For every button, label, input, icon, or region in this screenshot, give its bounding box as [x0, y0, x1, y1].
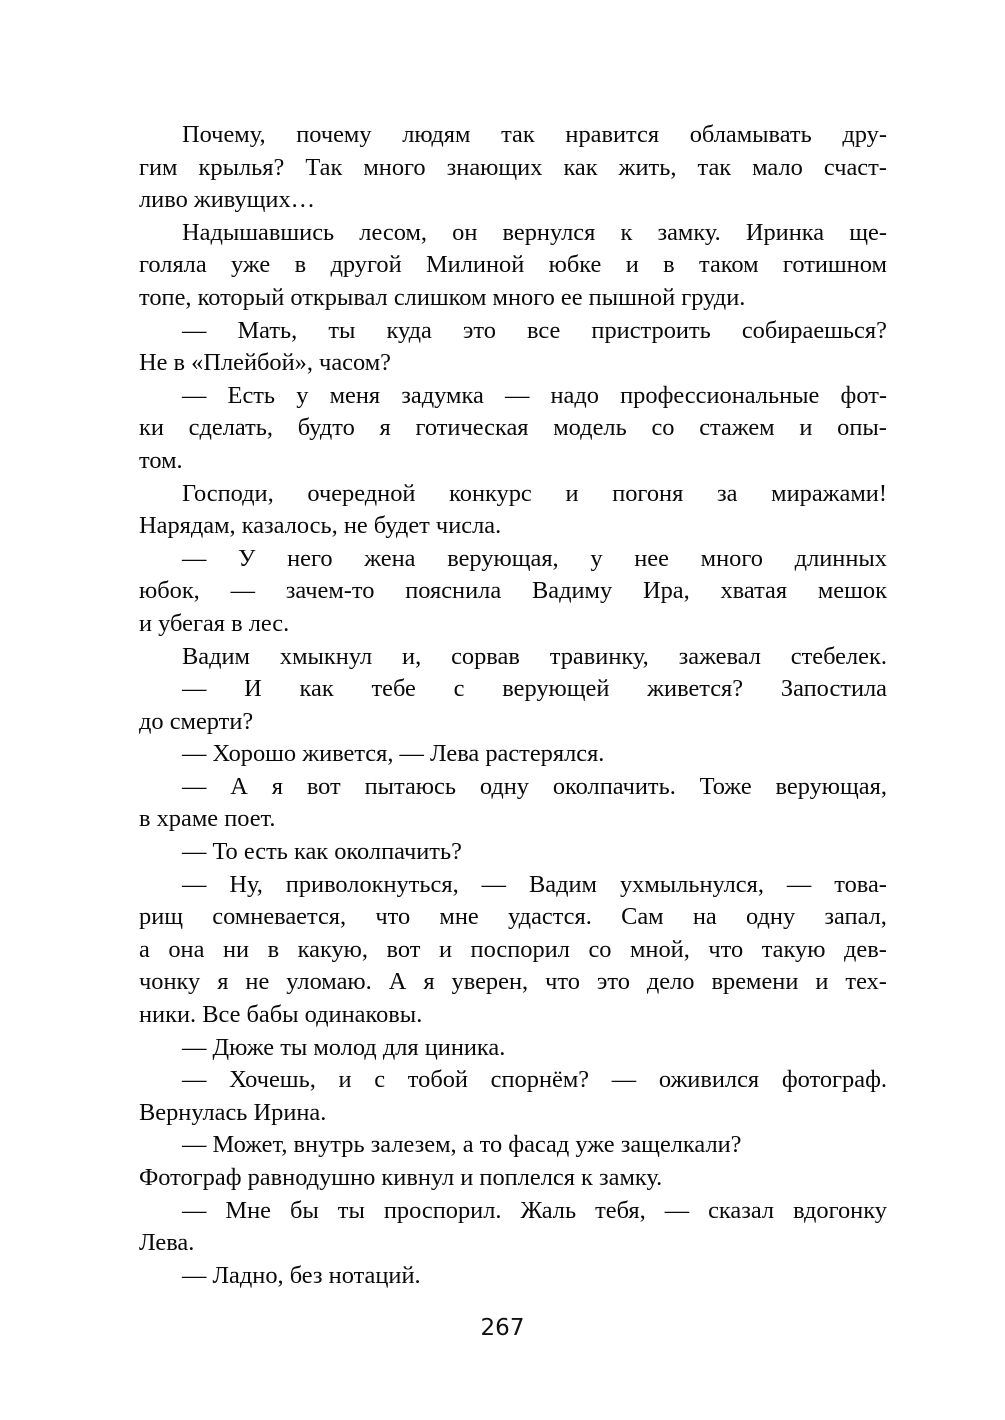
text-word: него: [287, 544, 333, 572]
text-line: [139, 380, 887, 413]
text-word: счаст-: [823, 153, 887, 181]
text-word: у: [590, 544, 603, 572]
text-word: опы-: [837, 414, 887, 442]
text-word: фотограф.: [781, 1066, 887, 1094]
text-word: ще-: [849, 218, 887, 246]
text-word: Милиной: [426, 251, 525, 279]
text-line: [139, 1064, 887, 1097]
text-word: я: [379, 414, 391, 442]
text-word: —: [786, 870, 812, 898]
text-word: куда: [386, 316, 432, 344]
text-word: в: [663, 251, 675, 279]
text-word: много: [700, 544, 763, 572]
text-word: одну: [746, 903, 796, 931]
text-word: очередной: [307, 479, 416, 507]
text-word: модель: [553, 414, 627, 442]
text-word: —: [182, 870, 207, 898]
text-word: таком: [699, 251, 759, 279]
text-line: Фотограф равнодушно кивнул и поплелся к замку.: [139, 1164, 663, 1191]
text-word: что: [375, 903, 411, 931]
text-word: знающих: [446, 153, 543, 181]
text-word: мало: [752, 153, 803, 181]
text-line: Лева.: [139, 1229, 195, 1257]
text-word: голяла: [139, 251, 207, 279]
text-word: —: [230, 577, 255, 605]
text-line: — Ладно, без нотаций.: [182, 1261, 421, 1289]
text-word: как: [563, 153, 598, 181]
text-line: [139, 478, 887, 511]
text-line: Нарядам, казалось, не будет числа.: [139, 512, 502, 540]
page-number: 267: [480, 1315, 525, 1341]
text-word: стажем: [699, 414, 775, 442]
text-line: [139, 119, 887, 152]
text-line: [139, 641, 887, 674]
text-word: Тоже: [699, 772, 752, 800]
text-line: до смерти?: [139, 707, 254, 735]
text-word: —: [664, 1196, 690, 1224]
text-word: проспорил.: [383, 1196, 502, 1224]
text-word: вернулся: [502, 218, 596, 246]
text-word: у: [296, 381, 309, 409]
text-word: стебелек.: [790, 642, 887, 670]
text-word: сделать,: [188, 414, 273, 442]
text-word: вот: [386, 935, 421, 963]
text-word: в: [294, 251, 307, 279]
text-line: — Дюже ты молод для циника.: [182, 1033, 506, 1061]
text-word: —: [611, 1066, 637, 1094]
text-word: юбок,: [139, 577, 200, 605]
text-line: [139, 771, 887, 804]
text-word: Так: [305, 153, 343, 181]
text-word: гим: [139, 153, 178, 181]
text-word: как: [299, 675, 334, 703]
text-word: будто: [297, 414, 355, 442]
text-word: готическая: [415, 414, 529, 442]
text-word: обламывать: [689, 121, 812, 148]
text-word: лесом,: [359, 218, 427, 246]
text-word: мне: [439, 903, 479, 931]
text-word: околпачить.: [552, 772, 676, 800]
text-word: поспорил: [470, 935, 570, 963]
text-word: уже: [231, 251, 271, 279]
text-word: вдогонку: [793, 1196, 887, 1224]
text-word: вот: [306, 772, 341, 800]
text-line: ники. Все бабы одинаковы.: [139, 1001, 423, 1029]
text-line: в храме поет.: [139, 805, 276, 833]
text-word: У: [238, 544, 256, 572]
text-word: профессиональные: [620, 381, 820, 409]
text-word: Вадим: [182, 642, 250, 670]
text-word: с: [374, 1066, 386, 1094]
text-word: тех-: [845, 968, 887, 996]
text-word: и: [815, 968, 829, 996]
text-word: —: [182, 381, 207, 409]
text-word: жить,: [618, 153, 677, 181]
text-word: зачем-то: [285, 577, 375, 605]
text-word: что: [708, 935, 744, 963]
text-word: мной,: [630, 935, 690, 963]
text-word: верующая,: [447, 544, 559, 572]
text-word: А: [388, 968, 407, 996]
text-word: —: [481, 870, 507, 898]
text-line: [139, 966, 887, 999]
text-word: задумка: [401, 381, 484, 409]
text-word: Мне: [225, 1196, 271, 1224]
text-word: хватая: [720, 577, 788, 605]
text-word: погоня: [612, 479, 684, 507]
text-line: [139, 315, 887, 348]
text-word: и,: [402, 642, 422, 670]
text-word: —: [182, 316, 207, 344]
text-word: так: [501, 121, 535, 148]
text-word: замку.: [657, 218, 721, 246]
text-line: [139, 901, 887, 934]
text-word: готишном: [782, 251, 887, 279]
page-body-text: [139, 119, 887, 1292]
text-word: Почему,: [182, 121, 266, 148]
text-word: в: [267, 935, 280, 963]
text-word: Надышавшись: [182, 218, 335, 246]
text-word: она: [168, 935, 205, 963]
text-word: крылья?: [198, 153, 285, 181]
text-word: А: [230, 772, 248, 800]
text-word: —: [182, 1066, 207, 1094]
text-word: собираешься?: [741, 316, 887, 344]
text-word: верующей: [502, 675, 610, 703]
text-line: [139, 217, 887, 250]
text-word: спорнём?: [490, 1066, 590, 1094]
text-word: почему: [296, 121, 372, 148]
text-line: — То есть как околпачить?: [182, 838, 462, 866]
text-word: уломаю.: [286, 968, 372, 996]
text-line: [139, 869, 887, 902]
text-word: сомневается,: [212, 903, 347, 931]
text-word: ки: [139, 414, 164, 442]
text-word: запал,: [824, 903, 887, 931]
text-word: Запостила: [780, 675, 887, 703]
text-line: [139, 152, 887, 185]
text-word: за: [717, 479, 738, 507]
text-word: и: [338, 1066, 352, 1094]
text-word: Вадиму: [531, 577, 613, 605]
text-word: И: [244, 675, 262, 703]
text-word: Ира,: [642, 577, 690, 605]
text-word: и: [438, 935, 453, 963]
text-word: бы: [289, 1196, 319, 1224]
text-line: Вернулась Ирина.: [139, 1098, 327, 1126]
text-line: [139, 673, 887, 706]
text-word: Иринка: [745, 218, 825, 246]
text-line: — Хорошо живется, — Лева растерялся.: [182, 740, 605, 768]
text-word: я: [217, 968, 229, 996]
text-word: нравится: [565, 121, 660, 148]
text-line: Не в «Плейбой», часом?: [139, 349, 391, 377]
text-word: тебя,: [595, 1196, 646, 1224]
text-word: это: [596, 968, 630, 996]
text-word: юбке: [548, 251, 602, 279]
text-line: [139, 934, 887, 967]
text-word: мешок: [817, 577, 887, 605]
text-word: оживился: [658, 1066, 760, 1094]
text-word: нее: [634, 544, 669, 572]
text-word: Господи,: [182, 479, 274, 507]
text-word: —: [182, 1196, 207, 1224]
text-line: — Может, внутрь залезем, а то фасад уже защелкали?: [182, 1131, 742, 1159]
text-word: сказал: [708, 1196, 775, 1224]
text-word: Мать,: [237, 316, 298, 344]
text-word: Хочешь,: [229, 1066, 316, 1094]
text-word: Ну,: [229, 870, 263, 898]
text-line: [139, 249, 887, 282]
text-word: фот-: [840, 381, 887, 409]
text-line: том.: [139, 446, 183, 474]
text-word: Есть: [227, 381, 276, 409]
text-word: что: [545, 968, 580, 996]
text-word: с: [453, 675, 465, 703]
text-word: ты: [337, 1196, 365, 1224]
text-word: длинных: [794, 544, 887, 572]
text-word: все: [527, 316, 561, 344]
text-word: времени: [711, 968, 799, 996]
text-word: чонку: [139, 968, 201, 996]
text-word: —: [182, 772, 207, 800]
text-word: живется?: [647, 675, 744, 703]
text-word: миражами!: [771, 479, 887, 507]
text-word: сорвав: [451, 642, 520, 670]
text-word: ни: [222, 935, 250, 963]
text-word: зажевал: [678, 642, 761, 670]
text-line: топе, который открывал слишком много ее пышной груди.: [139, 283, 746, 311]
text-word: дело: [646, 968, 695, 996]
text-word: пояснила: [405, 577, 502, 605]
text-word: такую: [761, 935, 826, 963]
text-word: дев-: [843, 935, 887, 963]
text-word: одну: [479, 772, 529, 800]
text-word: и: [625, 251, 639, 279]
text-word: со: [651, 414, 675, 442]
text-line: и убегая в лес.: [139, 609, 290, 637]
text-word: дру-: [842, 121, 887, 148]
text-word: приволокнуться,: [285, 870, 459, 898]
text-word: ты: [328, 316, 356, 344]
text-word: Жаль: [520, 1196, 577, 1224]
text-word: много: [363, 153, 426, 181]
text-word: —: [182, 544, 207, 572]
text-word: травинку,: [549, 642, 649, 670]
text-word: конкурс: [449, 479, 532, 507]
text-line: [139, 543, 887, 576]
text-word: какую,: [297, 935, 368, 963]
text-word: пытаюсь: [364, 772, 456, 800]
text-word: —: [504, 381, 530, 409]
text-word: ухмыльнулся,: [619, 870, 764, 898]
text-word: людям: [402, 121, 471, 148]
text-line: [139, 412, 887, 445]
text-word: тебе: [371, 675, 416, 703]
text-word: жена: [364, 544, 416, 572]
text-word: хмыкнул: [279, 642, 373, 670]
text-word: това-: [834, 870, 887, 898]
text-word: Вадим: [528, 870, 597, 898]
text-word: а: [139, 935, 150, 963]
text-word: удастся.: [508, 903, 592, 931]
text-word: я: [423, 968, 435, 996]
text-word: не: [245, 968, 270, 996]
text-word: он: [452, 218, 478, 246]
text-line: [139, 1195, 887, 1228]
text-word: это: [462, 316, 496, 344]
text-word: к: [620, 218, 633, 246]
text-line: [139, 575, 887, 608]
text-word: —: [182, 675, 207, 703]
text-word: верующая,: [775, 772, 887, 800]
text-word: рищ: [139, 903, 184, 931]
text-word: другой: [330, 251, 402, 279]
text-line: ливо живущих…: [139, 186, 316, 214]
text-word: надо: [550, 381, 599, 409]
text-word: уверен,: [451, 968, 529, 996]
text-word: Сам: [621, 903, 664, 931]
text-word: и: [565, 479, 579, 507]
text-word: я: [271, 772, 283, 800]
text-word: и: [799, 414, 813, 442]
text-word: меня: [329, 381, 381, 409]
text-word: пристроить: [591, 316, 711, 344]
text-word: со: [588, 935, 612, 963]
text-word: так: [697, 153, 732, 181]
text-word: тобой: [407, 1066, 468, 1094]
text-word: на: [692, 903, 717, 931]
